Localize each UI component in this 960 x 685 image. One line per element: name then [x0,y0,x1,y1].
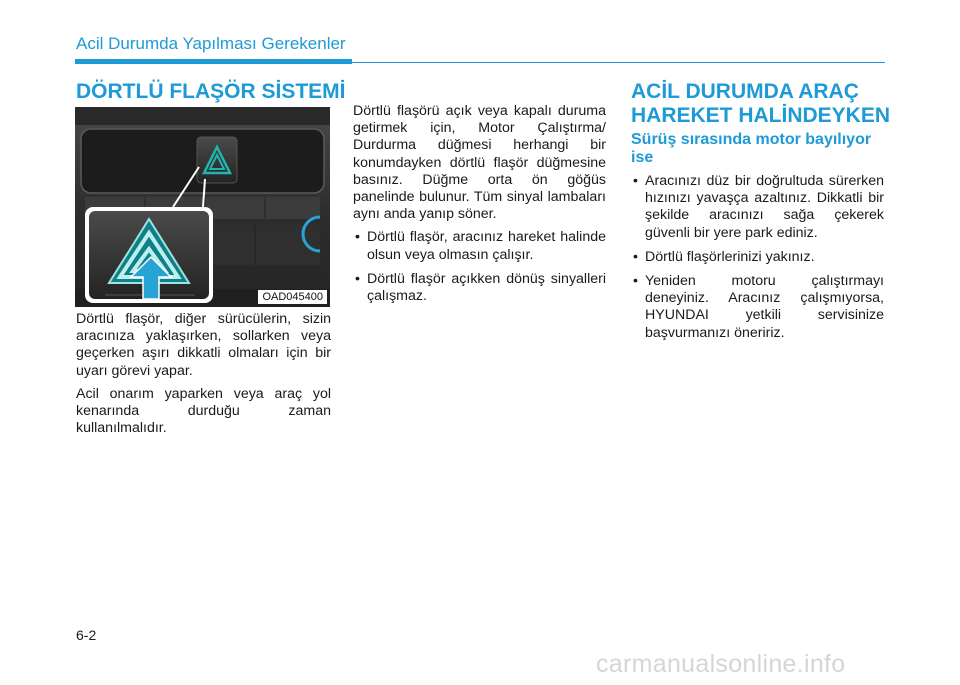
header-title: Acil Durumda Yapılması Gerekenler [76,34,346,53]
paragraph: Acil onarım yaparken veya araç yol kenarında durduğu zaman kullanılmalıdır. [76,385,331,437]
dashboard-illustration [75,107,330,307]
list-item: • Dörtlü flaşörlerinizi yakınız. [631,249,884,266]
bullet-list [353,229,606,305]
list-item: • Dörtlü flaşör, aracınız hareket halinde olsun veya olmasın çalışır. [353,229,606,263]
bullet-list [631,173,884,342]
section1-body [76,311,331,443]
section-title-emergency: ACİL DURUMDA ARAÇ HAREKET HALİNDEYKEN [631,80,891,127]
paragraph: Dörtlü flaşörü açık veya kapalı duruma getirmek için, Motor Çalıştırma/ Durdurma düğmesi herhangi bir konumdayken dörtlü flaşör düğmesine basınız. Düğme orta ön göğüs panelinde bulunur. Tüm sinyal lambaları aynı anda yanıp söner. [353,103,606,223]
list-item: • Yeniden motoru çalıştırmayı deneyiniz. Aracınız çalışmıyorsa, HYUNDAI yetkili servisinize başvurmanızı öneririz. [631,273,884,342]
hazard-figure [75,107,330,307]
hazard-button-small [197,137,237,183]
section-title-hazard: DÖRTLÜ FLAŞÖR SİSTEMİ [76,80,346,103]
page-number: 6-2 [76,627,97,643]
column2-body [353,103,606,312]
watermark: carmanualsonline.info [596,650,846,678]
list-item: • Dörtlü flaşör açıkken dönüş sinyalleri çalışmaz. [353,271,606,305]
header-rule [352,62,885,63]
list-item: • Aracınızı düz bir doğrultuda sürerken hızınızı yavaşça azaltınız. Dikkatli bir şekilde aracınızı sağa çekerek güvenli bir yere park ediniz. [631,173,884,242]
figure-caption: OAD045400 [258,290,327,304]
header-rule-accent [75,59,352,64]
subheading: Sürüş sırasında motor bayılıyor ise [631,131,872,166]
paragraph: Dörtlü flaşör, diğer sürücülerin, sizin aracınıza yaklaşırken, sollarken veya geçerken aşırı dikkatli olmaları için bir uyarı görevi yapar. [76,311,331,379]
section2-body [631,173,884,349]
